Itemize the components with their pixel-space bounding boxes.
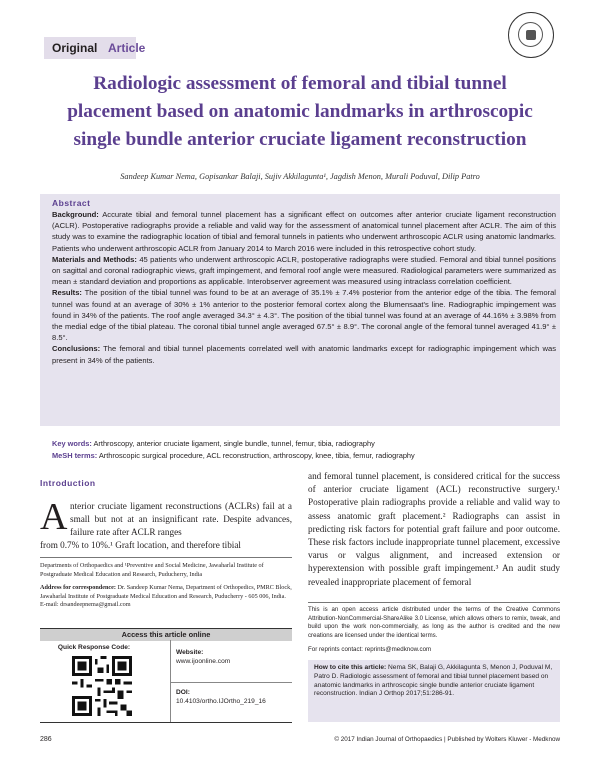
qr-code-icon[interactable] — [72, 656, 132, 716]
journal-seal-icon — [508, 12, 554, 58]
cite-text: Nema SK, Balaji G, Akkilagunta S, Menon J, Poduval M, Patro D. Radiologic assessment of femoral and tibial tunnel placement based on anatomic landmarks in arthroscopic single bundle anterior cruciate ligament reconstruction. Indian J Orthop 2017;51:286-91. — [314, 664, 553, 698]
dropcap-letter: A — [40, 496, 68, 538]
access-heading: Access this article online — [40, 628, 292, 641]
mesh-label: MeSH terms: — [52, 450, 98, 460]
article-type-word2: Article — [108, 41, 146, 55]
intro-first-lines: nterior cruciate ligament reconstructions (ACLRs) fail at a small but not at an insignificant rate. Despite advances, failure rate after ACLR ranges — [70, 501, 292, 538]
website-link[interactable]: www.ijoonline.com — [176, 658, 231, 665]
author-list: Sandeep Kumar Nema, Gopisankar Balaji, Sujiv Akkilagunta¹, Jagdish Menon, Murali Poduval, Dilip Patro — [120, 172, 480, 181]
doi-label: DOI: — [176, 689, 190, 696]
keywords-label: Key words: — [52, 439, 92, 448]
doi-link[interactable]: 10.4103/ortho.IJOrtho_219_16 — [176, 698, 266, 705]
reprints-contact: For reprints contact: reprints@medknow.com — [308, 646, 432, 653]
website-label: Website: — [176, 649, 204, 656]
cite-label: How to cite this article: — [314, 664, 387, 671]
keywords-text: Arthroscopy, anterior cruciate ligament, single bundle, tunnel, femur, tibia, radiography — [93, 439, 375, 448]
keywords-block — [52, 438, 556, 462]
correspondence — [40, 584, 292, 610]
page-number: 286 — [40, 736, 52, 743]
correspondence-email: E-mail: drsandeepnema@gmail.com — [40, 601, 131, 609]
qr-label: Quick Response Code: — [57, 644, 131, 651]
abstract-results: Results: The position of the tibial tunnel was found to be at an average of 35.1% ± 7.4% posterior from the anterior edge of the tibia. The femoral tunnel was found at an average of 30% ± 1% anterior to the posterior femoral cortex along the Blumensaat's line. Radiographic impingement was found in 34% of the patients. The roof angle averaged 34.3° ± 4.3°. The position of the tibial tunnel was found at an average of 44.16% ± 3.98% from the medial edge of the tibial plateau. The coronal tibial tunnel angle averaged 67.5° ± 8.9°. The coronal angle of the femoral tunnel averaged 41.9° ± 8.5°. — [52, 288, 556, 343]
open-access-notice: This is an open access article distributed under the terms of the Creative Commons Attribution-NonCommercial-ShareAlike 3.0 License, which allows others to remix, tweak, and build upon the work non-commercially, as long as the author is credited and the new creations are licensed under the identical terms. — [308, 606, 560, 639]
title-line: placement based on anatomic landmarks in arthroscopic — [67, 101, 533, 122]
access-divider-horizontal — [170, 682, 292, 683]
mesh-text: Arthroscopic surgical procedure, ACL reconstruction, arthroscopy, knee, tibia, femur, radiography — [98, 450, 415, 460]
article-title — [40, 70, 560, 154]
article-type-tag — [44, 37, 146, 59]
intro-column-2: and femoral tunnel placement, is considered critical for the success of anterior cruciate ligament (ACL) reconstructive surgery.¹ Postoperative plain radiographs provide a reliable and valid way to assess anatomic graft placement.² Radiographs can assist in predicting risk factors for potential graft failure and poor outcome. These risk factors include inappropriate tunnel placement, excessive varus or valgus alignment, and increased extension or hyperextension with possible graft impingement.³ An audit study revealed inappropriate placement of femoral — [308, 471, 560, 587]
doi-block — [176, 688, 290, 706]
abstract-methods: Materials and Methods: 45 patients who underwent arthroscopic ACLR, postoperative radiographs were studied. Femoral and tibial tunnel positions on sagittal and coronal radiographic views, graft impingement, and femoral roof angle were measured. Radiological parameters were summarized as mean ± standard deviation and proportions as applicable. Interobserver agreement was measured using intraclass correlation coefficient. — [52, 254, 556, 287]
citation — [314, 664, 554, 699]
access-divider-vertical — [170, 640, 171, 722]
abstract-body — [52, 209, 556, 366]
abstract-background: Background: Accurate tibial and femoral tunnel placement has a significant effect on outcomes after anterior cruciate ligament reconstruction (ACLR). Postoperative radiographs provide a reliable and valid way for the assessment of anatomical tunnel placement after ACLR. The aim of this study was to examine the radiographic location of tibial and femoral tunnels in patients who underwent arthroscopic ACLR using anatomic landmarks. Patients who underwent arthroscopic ACLR from January 2014 to March 2016 were included in this retrospective cohort study. — [52, 210, 556, 253]
correspondence-text: Dr. Sandeep Kumar Nema, Department of Orthopedics, PMRC Block, Jawaharlal Institute of Postgraduate Medical Education and Research, Puducherry - 605 006, India. — [40, 584, 292, 600]
introduction-heading: Introduction — [40, 478, 96, 488]
abstract-conclusions: Conclusions: The femoral and tibial tunnel placements correlated well with anatomic landmarks except for radiographic impingement which was present in 34% of the patients. — [52, 344, 556, 365]
footnote-divider — [40, 557, 292, 558]
correspondence-label: Address for correspondence: — [40, 584, 116, 591]
title-line: Radiologic assessment of femoral and tibial tunnel — [93, 73, 507, 94]
website-block — [176, 648, 290, 666]
intro-continuation: from 0.7% to 10%.¹ Graft location, and therefore tibial — [40, 540, 241, 550]
journal-footer: © 2017 Indian Journal of Orthopaedics | Published by Wolters Kluwer - Medknow — [334, 736, 560, 743]
abstract-heading: Abstract — [52, 198, 91, 208]
license-divider — [308, 602, 560, 603]
affiliation: Departments of Orthopaedics and ¹Preventive and Social Medicine, Jawaharlal Institute of Postgraduate Medical Education and Research, Puducherry, India — [40, 562, 264, 578]
title-line: single bundle anterior cruciate ligament reconstruction — [73, 129, 527, 150]
article-type-word1: Original — [52, 41, 98, 55]
